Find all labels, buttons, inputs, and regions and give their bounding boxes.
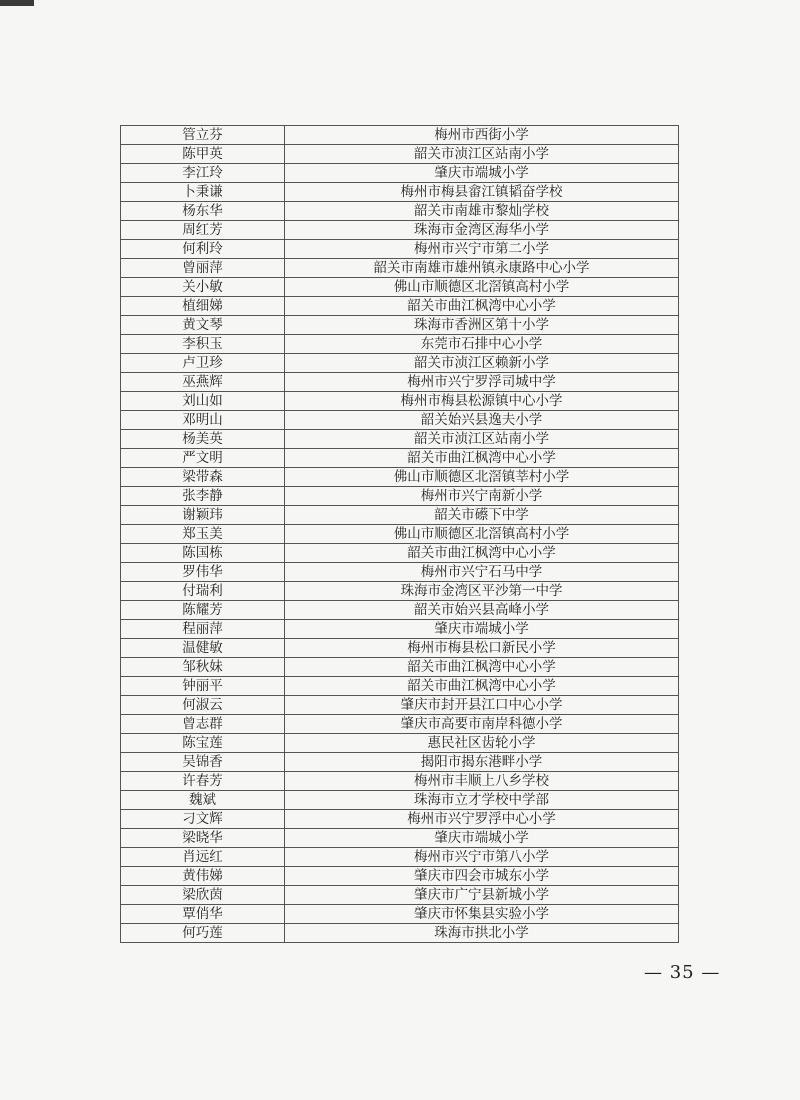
table-row [121, 335, 679, 354]
roster-table [120, 125, 679, 943]
school-name-cell: 韶关市浈江区站南小学 [285, 145, 679, 164]
teacher-name-cell: 刘山如 [121, 392, 285, 411]
table-row [121, 829, 679, 848]
teacher-name-cell: 张李静 [121, 487, 285, 506]
teacher-name-cell: 钟丽平 [121, 677, 285, 696]
table-row [121, 601, 679, 620]
table-row [121, 563, 679, 582]
school-name-cell: 佛山市顺德区北滘镇莘村小学 [285, 468, 679, 487]
school-name-cell: 韶关市浈江区站南小学 [285, 430, 679, 449]
teacher-name-cell: 邓明山 [121, 411, 285, 430]
table-row [121, 696, 679, 715]
school-name-cell: 肇庆市怀集县实验小学 [285, 905, 679, 924]
table-row [121, 392, 679, 411]
table-row [121, 373, 679, 392]
table-row [121, 506, 679, 525]
teacher-name-cell: 巫燕辉 [121, 373, 285, 392]
teacher-name-cell: 管立芬 [121, 126, 285, 145]
school-name-cell: 梅州市丰顺上八乡学校 [285, 772, 679, 791]
school-name-cell: 韶关市始兴县高峰小学 [285, 601, 679, 620]
teacher-name-cell: 吴锦香 [121, 753, 285, 772]
teacher-name-cell: 梁欣茵 [121, 886, 285, 905]
teacher-name-cell: 覃俏华 [121, 905, 285, 924]
teacher-name-cell: 曾丽萍 [121, 259, 285, 278]
school-name-cell: 肇庆市端城小学 [285, 164, 679, 183]
table-row [121, 848, 679, 867]
school-name-cell: 肇庆市端城小学 [285, 620, 679, 639]
table-row [121, 316, 679, 335]
table-row [121, 240, 679, 259]
table-row [121, 221, 679, 240]
table-row [121, 677, 679, 696]
school-name-cell: 韶关始兴县逸夫小学 [285, 411, 679, 430]
table-row [121, 411, 679, 430]
school-name-cell: 肇庆市四会市城东小学 [285, 867, 679, 886]
school-name-cell: 梅州市兴宁市第八小学 [285, 848, 679, 867]
table-row [121, 468, 679, 487]
table-row [121, 620, 679, 639]
teacher-name-cell: 周红芳 [121, 221, 285, 240]
school-name-cell: 梅州市兴宁南新小学 [285, 487, 679, 506]
teacher-name-cell: 程丽萍 [121, 620, 285, 639]
table-row [121, 867, 679, 886]
teacher-name-cell: 付瑞利 [121, 582, 285, 601]
table-row [121, 734, 679, 753]
teacher-name-cell: 严文明 [121, 449, 285, 468]
table-row [121, 715, 679, 734]
table-row [121, 297, 679, 316]
school-name-cell: 珠海市金湾区海华小学 [285, 221, 679, 240]
table-row [121, 886, 679, 905]
school-name-cell: 韶关市曲江枫湾中心小学 [285, 297, 679, 316]
school-name-cell: 梅州市兴宁罗浮司城中学 [285, 373, 679, 392]
table-row [121, 354, 679, 373]
teacher-name-cell: 何巧莲 [121, 924, 285, 943]
teacher-name-cell: 卜秉谦 [121, 183, 285, 202]
school-name-cell: 肇庆市高要市南岸科德小学 [285, 715, 679, 734]
school-name-cell: 肇庆市封开县江口中心小学 [285, 696, 679, 715]
table-row [121, 430, 679, 449]
school-name-cell: 东莞市石排中心小学 [285, 335, 679, 354]
teacher-name-cell: 杨美英 [121, 430, 285, 449]
table-row [121, 582, 679, 601]
table-row [121, 164, 679, 183]
teacher-name-cell: 刁文辉 [121, 810, 285, 829]
school-name-cell: 梅州市兴宁石马中学 [285, 563, 679, 582]
school-name-cell: 梅州市西街小学 [285, 126, 679, 145]
school-name-cell: 珠海市香洲区第十小学 [285, 316, 679, 335]
school-name-cell: 韶关市曲江枫湾中心小学 [285, 677, 679, 696]
teacher-name-cell: 邹秋妹 [121, 658, 285, 677]
teacher-name-cell: 陈耀芳 [121, 601, 285, 620]
teacher-name-cell: 魏斌 [121, 791, 285, 810]
teacher-name-cell: 植细娣 [121, 297, 285, 316]
school-name-cell: 珠海市金湾区平沙第一中学 [285, 582, 679, 601]
teacher-name-cell: 黄文琴 [121, 316, 285, 335]
table-row [121, 278, 679, 297]
table-row [121, 202, 679, 221]
school-name-cell: 佛山市顺德区北滘镇高村小学 [285, 525, 679, 544]
table-row [121, 525, 679, 544]
school-name-cell: 揭阳市揭东港畔小学 [285, 753, 679, 772]
school-name-cell: 惠民社区齿轮小学 [285, 734, 679, 753]
school-name-cell: 梅州市梅县松源镇中心小学 [285, 392, 679, 411]
teacher-name-cell: 郑玉美 [121, 525, 285, 544]
teacher-name-cell: 曾志群 [121, 715, 285, 734]
teacher-name-cell: 梁带森 [121, 468, 285, 487]
school-name-cell: 韶关市曲江枫湾中心小学 [285, 658, 679, 677]
school-name-cell: 梅州市兴宁市第二小学 [285, 240, 679, 259]
table-row [121, 791, 679, 810]
teacher-name-cell: 杨东华 [121, 202, 285, 221]
table-row [121, 753, 679, 772]
school-name-cell: 韶关市曲江枫湾中心小学 [285, 544, 679, 563]
teacher-name-cell: 李江玲 [121, 164, 285, 183]
scan-edge-mark [0, 0, 34, 6]
table-row [121, 639, 679, 658]
teacher-name-cell: 梁晓华 [121, 829, 285, 848]
school-name-cell: 梅州市梅县畲江镇韬奋学校 [285, 183, 679, 202]
teacher-name-cell: 何淑云 [121, 696, 285, 715]
school-name-cell: 珠海市立才学校中学部 [285, 791, 679, 810]
teacher-name-cell: 谢颖玮 [121, 506, 285, 525]
school-name-cell: 肇庆市端城小学 [285, 829, 679, 848]
table-row [121, 905, 679, 924]
school-name-cell: 韶关市浈江区赖新小学 [285, 354, 679, 373]
teacher-name-cell: 罗伟华 [121, 563, 285, 582]
school-name-cell: 肇庆市广宁县新城小学 [285, 886, 679, 905]
table-row [121, 487, 679, 506]
school-name-cell: 韶关市南雄市雄州镇永康路中心小学 [285, 259, 679, 278]
table-row [121, 924, 679, 943]
school-name-cell: 梅州市兴宁罗浮中心小学 [285, 810, 679, 829]
school-name-cell: 梅州市梅县松口新民小学 [285, 639, 679, 658]
school-name-cell: 珠海市拱北小学 [285, 924, 679, 943]
teacher-name-cell: 陈甲英 [121, 145, 285, 164]
table-row [121, 810, 679, 829]
school-name-cell: 韶关市曲江枫湾中心小学 [285, 449, 679, 468]
school-name-cell: 韶关市南雄市黎灿学校 [285, 202, 679, 221]
table-row [121, 544, 679, 563]
school-name-cell: 佛山市顺德区北滘镇高村小学 [285, 278, 679, 297]
teacher-name-cell: 陈国栋 [121, 544, 285, 563]
teacher-name-cell: 陈宝莲 [121, 734, 285, 753]
teacher-name-cell: 何利玲 [121, 240, 285, 259]
teacher-name-cell: 肖远红 [121, 848, 285, 867]
teacher-name-cell: 关小敏 [121, 278, 285, 297]
table-row [121, 449, 679, 468]
teacher-name-cell: 许春芳 [121, 772, 285, 791]
table-row [121, 259, 679, 278]
table-row [121, 145, 679, 164]
teacher-name-cell: 温健敏 [121, 639, 285, 658]
page-number: — 35 — [644, 962, 721, 983]
school-name-cell: 韶关市礤下中学 [285, 506, 679, 525]
table-row [121, 658, 679, 677]
table-row [121, 126, 679, 145]
table-row [121, 772, 679, 791]
teacher-name-cell: 黄伟娣 [121, 867, 285, 886]
teacher-name-cell: 卢卫珍 [121, 354, 285, 373]
roster-body [121, 126, 679, 943]
teacher-name-cell: 李积玉 [121, 335, 285, 354]
table-row [121, 183, 679, 202]
